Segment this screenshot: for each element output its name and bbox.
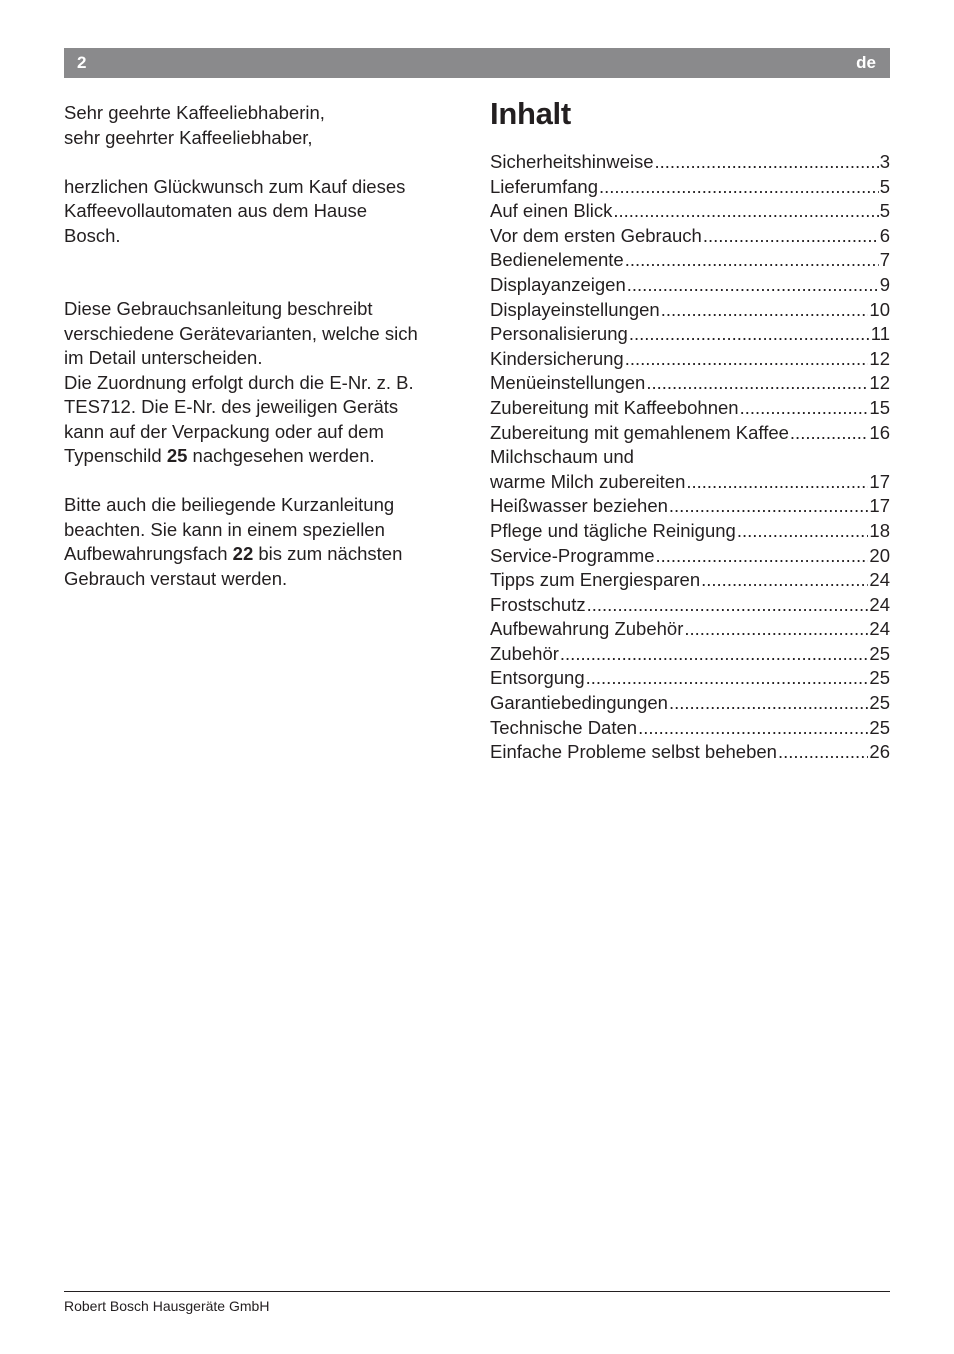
toc-entry-page: 5 [879,200,890,222]
variants-line: verschiedene Gerätevarianten, welche sich [64,322,418,344]
toc-entry-page: 9 [879,273,890,295]
storage-line [64,542,464,567]
toc-entry-label: Einfache Probleme selbst beheben [490,741,777,763]
storage-line: Gebrauch verstaut werden. [64,567,288,589]
toc-leader-dots [737,519,869,544]
short-guide-line: beachten. Sie kann in einem speziellen [64,518,385,540]
toc-title: Inhalt [490,96,571,131]
toc-entry[interactable] [490,175,890,200]
toc-entry-page: 25 [869,692,890,714]
toc-entry-label: Displayeinstellungen [490,298,660,320]
typenschild-line [64,444,464,469]
toc-leader-dots [587,593,869,618]
toc-entry-page: 25 [869,667,890,689]
greeting-line: Sehr geehrte Kaffeeliebhaberin, [64,102,325,123]
toc-entry-page: 7 [879,249,890,271]
toc-entry[interactable] [490,519,890,544]
toc-entry-page: 24 [869,618,890,640]
toc-entry[interactable] [490,371,890,396]
toc-entry-label: Aufbewahrung Zubehör [490,618,684,640]
toc-entry-page: 26 [869,741,890,763]
typenschild-prefix: Typenschild [64,445,167,466]
toc-entry[interactable] [490,544,890,569]
variants-line: Die Zuordnung erfolgt durch die E-Nr. z. B. [64,371,414,393]
toc-leader-dots [740,396,869,421]
toc-entry-label: Kindersicherung [490,347,624,369]
toc-entry-label: Pflege und tägliche Reinigung [490,519,736,541]
toc-entry-label: Zubereitung mit Kaffeebohnen [490,396,739,418]
toc-leader-dots [686,470,868,495]
toc-entry[interactable] [490,617,890,642]
toc-entry[interactable] [490,445,890,470]
toc-entry[interactable] [490,322,890,347]
toc-leader-dots [629,322,870,347]
variants-line: Diese Gebrauchsanleitung beschreibt [64,298,373,319]
footer-divider [64,1291,890,1292]
toc-leader-dots [703,224,879,249]
toc-entry[interactable] [490,666,890,691]
toc-leader-dots [669,691,868,716]
toc-entry-label: Garantiebedingungen [490,692,668,714]
toc-leader-dots [684,617,868,642]
toc-entry-page: 17 [869,495,890,517]
toc-entry[interactable] [490,248,890,273]
greeting-line: sehr geehrter Kaffeeliebhaber, [64,126,313,148]
toc-entry-page: 11 [870,323,890,345]
typenschild-suffix: nachgesehen werden. [187,445,375,466]
toc-leader-dots [638,716,868,741]
intro-column [64,101,464,591]
toc-entry-page: 12 [869,347,890,369]
toc-entry[interactable] [490,470,890,495]
variants-line: im Detail unterscheiden. [64,347,263,368]
toc-entry-page: 5 [879,175,890,197]
toc-leader-dots [778,740,868,765]
toc-entry[interactable] [490,150,890,175]
toc-entry-page: 15 [869,396,890,418]
toc-leader-dots [655,150,879,175]
toc-entry[interactable] [490,273,890,298]
toc-entry-page: 17 [869,470,890,492]
toc-leader-dots [661,298,869,323]
toc-entry-page: 16 [869,421,890,443]
toc-list [490,150,890,765]
toc-entry[interactable] [490,224,890,249]
storage-prefix: Aufbewahrungsfach [64,543,233,564]
toc-entry-label: Service-Programme [490,544,655,566]
toc-entry-label: Entsorgung [490,667,585,689]
toc-entry-page: 24 [869,593,890,615]
toc-entry-label: Lieferumfang [490,175,598,197]
toc-entry-label: Displayanzeigen [490,273,626,295]
typenschild-ref: 25 [166,445,188,466]
toc-leader-dots [790,421,869,446]
toc-entry-page: 25 [869,716,890,738]
toc-leader-dots [625,248,879,273]
toc-entry-label: Zubereitung mit gemahlenem Kaffee [490,421,789,443]
table-of-contents [490,96,890,763]
toc-entry[interactable] [490,347,890,372]
toc-entry-page: 25 [869,642,890,664]
toc-entry-label: Frostschutz [490,593,586,615]
toc-entry-label: Tipps zum Energiesparen [490,569,701,591]
toc-leader-dots [669,494,869,519]
toc-entry-page: 3 [879,151,890,172]
variants-line: TES712. Die E-Nr. des jeweiligen Geräts [64,396,399,417]
toc-entry[interactable] [490,691,890,716]
toc-entry-page: 20 [869,544,890,566]
toc-entry[interactable] [490,716,890,741]
toc-entry[interactable] [490,421,890,446]
toc-entry-page: 10 [869,298,890,320]
toc-entry-page: 6 [879,224,890,246]
toc-entry[interactable] [490,568,890,593]
toc-entry-page: 18 [869,519,890,541]
footer-company: Robert Bosch Hausgeräte GmbH [64,1298,270,1314]
toc-entry-label: Sicherheitshinweise [490,151,654,172]
variants-line: kann auf der Verpackung oder auf dem [64,420,384,442]
toc-entry[interactable] [490,298,890,323]
toc-entry-label: Auf einen Blick [490,200,613,222]
toc-entry-label: Zubehör [490,642,559,664]
toc-entry[interactable] [490,593,890,618]
toc-entry-label: Bedienelemente [490,249,624,271]
toc-entry[interactable] [490,642,890,667]
page-header-bar [64,48,890,78]
toc-leader-dots [656,544,869,569]
toc-leader-dots [625,347,869,372]
toc-leader-dots [627,273,879,298]
toc-leader-dots [701,568,868,593]
toc-leader-dots [560,642,869,667]
toc-entry-label: Personalisierung [490,323,628,345]
toc-entry-label: Technische Daten [490,716,638,738]
toc-entry[interactable] [490,740,890,765]
toc-entry-page: 24 [869,569,890,591]
language-code: de [856,53,876,72]
congrats-line: herzlichen Glückwunsch zum Kauf dieses [64,175,406,197]
toc-leader-dots [613,199,878,224]
toc-leader-dots [599,175,879,200]
toc-entry[interactable] [490,494,890,519]
congrats-line: Kaffeevollautomaten aus dem Hause [64,200,368,221]
toc-entry-label: Menüeinstellungen [490,372,646,394]
toc-leader-dots [646,371,868,396]
toc-entry[interactable] [490,396,890,421]
storage-ref: 22 [232,543,254,564]
toc-leader-dots [586,666,869,691]
toc-entry-label: Vor dem ersten Gebrauch [490,224,702,246]
congrats-line: Bosch. [64,224,121,246]
toc-entry-label: Heißwasser beziehen [490,495,668,517]
page-number: 2 [77,53,87,72]
short-guide-line: Bitte auch die beiliegende Kurzanleitung [64,494,395,515]
toc-entry-label: warme Milch zubereiten [490,470,686,492]
storage-suffix: bis zum nächsten [253,543,403,564]
toc-entry-label: Milchschaum und [490,446,634,468]
toc-entry[interactable] [490,199,890,224]
toc-entry-page: 12 [869,372,890,394]
